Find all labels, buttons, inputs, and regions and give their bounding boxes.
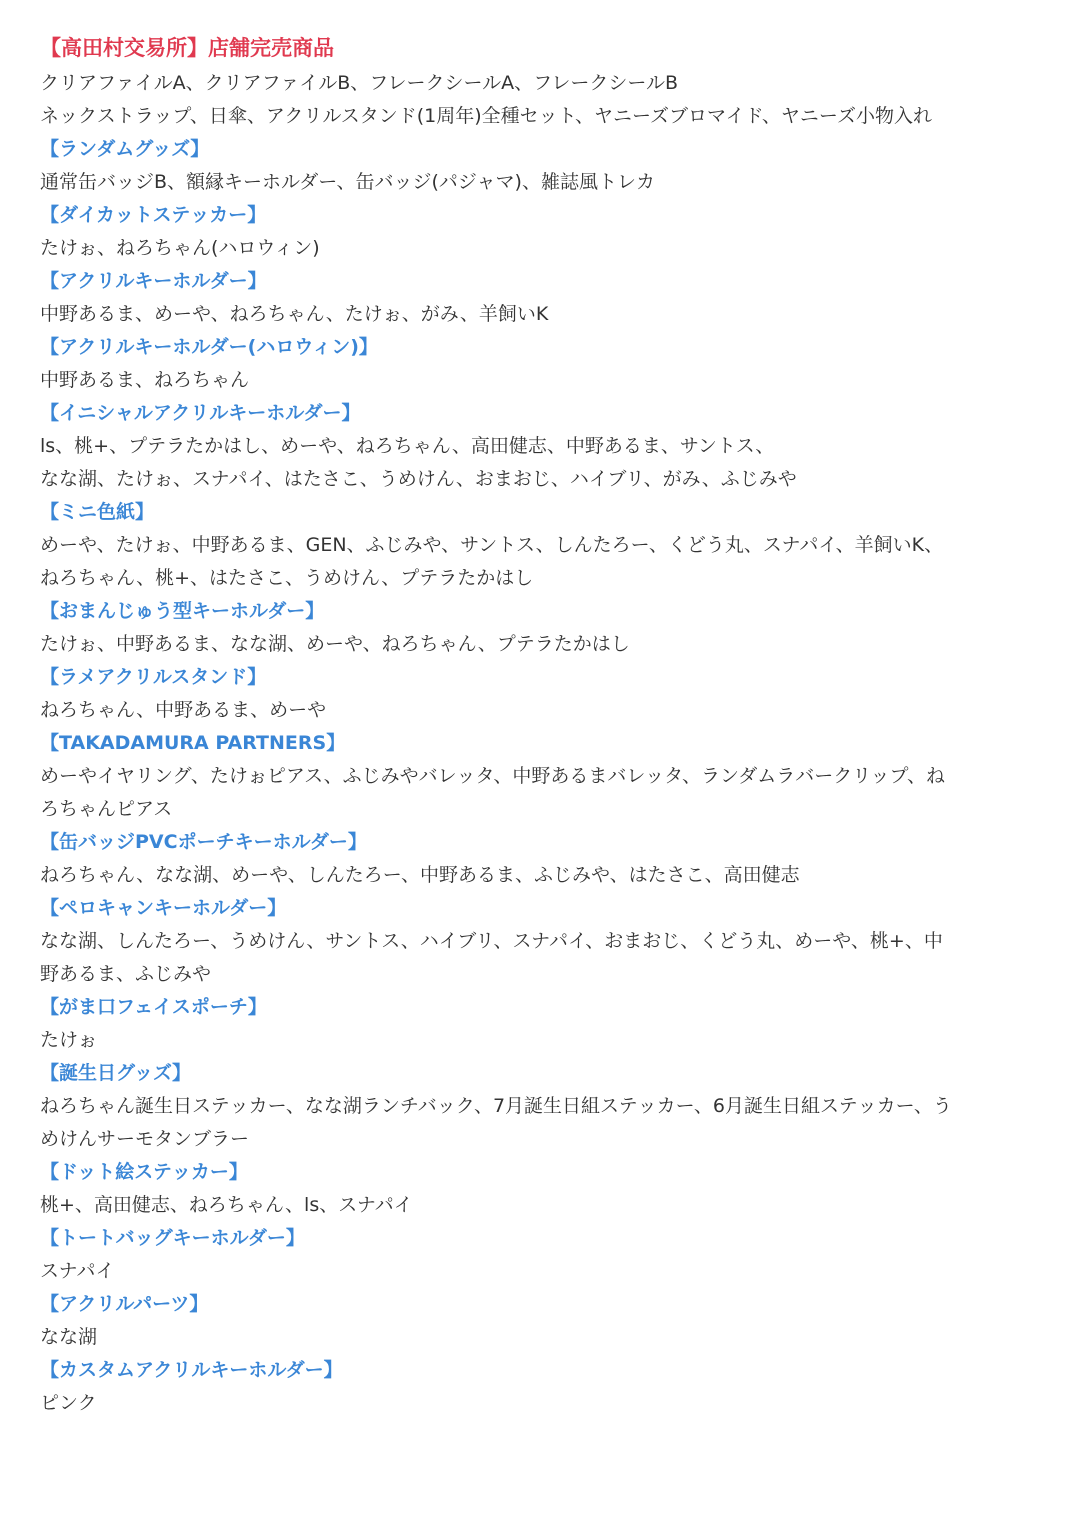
- item-line: たけぉ、中野あるま、なな湖、めーや、ねろちゃん、プテラたかはし: [40, 633, 630, 655]
- item-line: めーやイヤリング、たけぉピアス、ふじみやバレッタ、中野あるまバレッタ、ランダムラバークリップ、ね: [40, 765, 945, 787]
- section-heading: 【イニシャルアクリルキーホルダー】: [40, 402, 361, 424]
- document-content: [40, 67, 1036, 1420]
- item-line: クリアファイルA、クリアファイルB、フレークシールA、フレークシールB: [40, 72, 679, 94]
- document-title: 【高田村交易所】店舗完売商品: [40, 36, 334, 60]
- item-line: なな湖: [40, 1326, 98, 1348]
- item-line: ねろちゃん誕生日ステッカー、なな湖ランチバック、7月誕生日組ステッカー、6月誕生日組ステッカー、う: [40, 1095, 952, 1117]
- item-line: ねろちゃん、なな湖、めーや、しんたろー、中野あるま、ふじみや、はたさこ、高田健志: [40, 864, 800, 886]
- section-heading: 【ランダムグッズ】: [40, 138, 210, 160]
- item-line: 桃+、高田健志、ねろちゃん、ls、スナパイ: [40, 1194, 413, 1216]
- section-heading: 【誕生日グッズ】: [40, 1062, 192, 1084]
- section-heading: 【TAKADAMURA PARTNERS】: [40, 732, 346, 754]
- section-heading: 【アクリルキーホルダー】: [40, 270, 267, 292]
- item-line: 中野あるま、ねろちゃん: [40, 369, 250, 391]
- item-line: たけぉ: [40, 1029, 98, 1051]
- item-line: たけぉ、ねろちゃん(ハロウィン): [40, 237, 320, 259]
- item-line: ピンク: [40, 1392, 97, 1414]
- section-heading: 【カスタムアクリルキーホルダー】: [40, 1359, 343, 1381]
- item-line: 通常缶バッジB、額縁キーホルダー、缶バッジ(パジャマ)、雑誌風トレカ: [40, 171, 655, 193]
- section-heading: 【缶バッジPVCポーチキーホルダー】: [40, 831, 367, 853]
- item-line: なな湖、しんたろー、うめけん、サントス、ハイブリ、スナパイ、おまおじ、くどう丸、めーや、桃+、中: [40, 930, 943, 952]
- item-line: ねろちゃん、中野あるま、めーや: [40, 699, 327, 721]
- section-heading: 【ラメアクリルスタンド】: [40, 666, 267, 688]
- item-line: めーや、たけぉ、中野あるま、GEN、ふじみや、サントス、しんたろー、くどう丸、スナパイ、羊飼いK、: [40, 534, 944, 556]
- item-line: なな湖、たけぉ、スナパイ、はたさこ、うめけん、おまおじ、ハイブリ、がみ、ふじみや: [40, 468, 797, 490]
- item-line: スナパイ: [40, 1260, 115, 1282]
- section-heading: 【アクリルキーホルダー(ハロウィン)】: [40, 336, 378, 358]
- item-line: ネックストラップ、日傘、アクリルスタンド(1周年)全種セット、ヤニーズブロマイド、ヤニーズ小物入れ: [40, 105, 932, 127]
- item-line: ls、桃+、プテラたかはし、めーや、ねろちゃん、高田健志、中野あるま、サントス、: [40, 435, 775, 457]
- section-heading: 【アクリルパーツ】: [40, 1293, 209, 1315]
- section-heading: 【おまんじゅう型キーホルダー】: [40, 600, 325, 622]
- item-line: めけんサーモタンブラー: [40, 1128, 250, 1150]
- item-line: ねろちゃん、桃+、はたさこ、うめけん、プテラたかはし: [40, 567, 534, 589]
- item-line: 中野あるま、めーや、ねろちゃん、たけぉ、がみ、羊飼いK: [40, 303, 549, 325]
- section-heading: 【ペロキャンキーホルダー】: [40, 897, 287, 919]
- section-heading: 【トートバッグキーホルダー】: [40, 1227, 305, 1249]
- section-heading: 【ダイカットステッカー】: [40, 204, 267, 226]
- section-heading: 【がま口フェイスポーチ】: [40, 996, 267, 1018]
- section-heading: 【ミニ色紙】: [40, 501, 155, 523]
- item-line: ろちゃんピアス: [40, 798, 173, 820]
- item-line: 野あるま、ふじみや: [40, 963, 212, 985]
- section-heading: 【ドット絵ステッカー】: [40, 1161, 248, 1183]
